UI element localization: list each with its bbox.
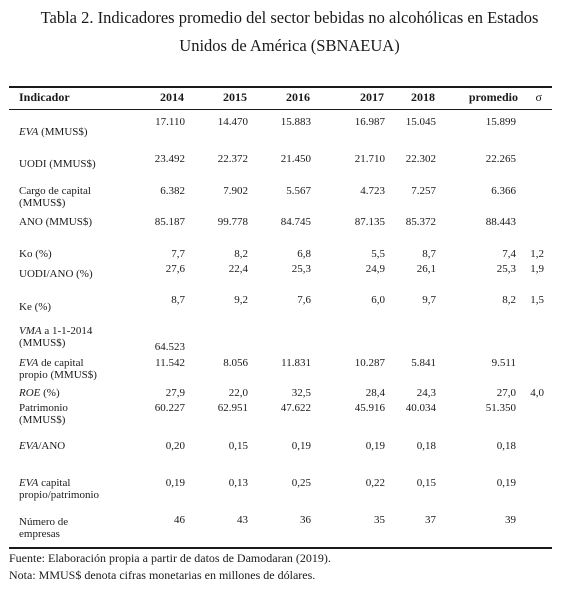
table-cell: 0,19 bbox=[365, 440, 385, 452]
table-cell: 0,18 bbox=[496, 440, 516, 452]
table-cell: 27,9 bbox=[165, 387, 185, 399]
table-cell: 26,1 bbox=[416, 263, 436, 275]
table-cell: 6.366 bbox=[491, 185, 516, 197]
table-cell: 6,0 bbox=[371, 294, 385, 306]
row-label-text: a 1-1-2014 bbox=[41, 325, 93, 337]
table-header-rule bbox=[9, 109, 552, 110]
row-label bbox=[19, 248, 137, 260]
table-cell: 11.542 bbox=[155, 357, 185, 369]
row-label-text: UODI/ANO (%) bbox=[19, 268, 93, 280]
table-cell: 10.287 bbox=[354, 357, 385, 369]
header-2015: 2015 bbox=[223, 90, 247, 104]
table-cell: 0,19 bbox=[291, 440, 311, 452]
row-label-text: (MMUS$) bbox=[38, 126, 88, 138]
row-label bbox=[19, 268, 137, 280]
source-note: Fuente: Elaboración propia a partir de datos de Damodaran (2019). bbox=[9, 551, 331, 565]
header-2017: 2017 bbox=[360, 90, 384, 104]
table-cell: 45.916 bbox=[354, 402, 385, 414]
row-label-text: propio (MMUS$) bbox=[19, 369, 97, 381]
table-cell: 47.622 bbox=[280, 402, 311, 414]
table-cell: 5,5 bbox=[371, 248, 385, 260]
row-label-text: (MMUS$) bbox=[19, 197, 66, 209]
table-cell: 15.899 bbox=[485, 116, 516, 128]
row-label-text: VMA bbox=[19, 325, 42, 337]
table-cell: 22.372 bbox=[217, 153, 248, 165]
row-label-text: EVA bbox=[19, 126, 39, 138]
table-cell: 0,15 bbox=[416, 477, 436, 489]
row-label bbox=[19, 126, 137, 138]
table-cell: 8,2 bbox=[502, 294, 516, 306]
table-cell: 87.135 bbox=[354, 216, 385, 228]
table-cell: 23.492 bbox=[154, 153, 185, 165]
table-cell: 1,9 bbox=[530, 263, 544, 275]
table-cell: 6,8 bbox=[297, 248, 311, 260]
table-cell: 21.450 bbox=[280, 153, 311, 165]
header-2014: 2014 bbox=[160, 90, 184, 104]
table-cell: 9.511 bbox=[491, 357, 516, 369]
table-cell: 85.372 bbox=[405, 216, 436, 228]
table-cell: 43 bbox=[237, 514, 248, 526]
table-cell: 37 bbox=[425, 514, 436, 526]
table-cell: 0,25 bbox=[291, 477, 311, 489]
table-cell: 0,19 bbox=[165, 477, 185, 489]
table-cell: 46 bbox=[174, 514, 185, 526]
row-label-text: EVA bbox=[19, 440, 39, 452]
table-cell: 64.523 bbox=[154, 341, 185, 353]
row-label-text: empresas bbox=[19, 528, 60, 540]
row-label bbox=[19, 477, 137, 501]
table-cell: 27,0 bbox=[496, 387, 516, 399]
table-cell: 4.723 bbox=[360, 185, 385, 197]
table-cell: 7,4 bbox=[502, 248, 516, 260]
row-label bbox=[19, 440, 137, 452]
row-label-text: /ANO bbox=[38, 440, 66, 452]
table-cell: 28,4 bbox=[365, 387, 385, 399]
table-cell: 84.745 bbox=[280, 216, 311, 228]
table-cell: 27,6 bbox=[165, 263, 185, 275]
table-cell: 4,0 bbox=[530, 387, 544, 399]
row-label-text: capital bbox=[38, 477, 71, 489]
header-promedio: promedio bbox=[468, 90, 518, 104]
table-cell: 36 bbox=[300, 514, 311, 526]
table-cell: 39 bbox=[505, 514, 516, 526]
row-label-text: ANO (MMUS$) bbox=[19, 216, 93, 228]
table-cell: 22,0 bbox=[228, 387, 248, 399]
table-cell: 51.350 bbox=[485, 402, 516, 414]
table-cell: 0,20 bbox=[165, 440, 185, 452]
table-cell: 17.110 bbox=[155, 116, 185, 128]
row-label bbox=[19, 387, 137, 399]
table-cell: 25,3 bbox=[291, 263, 311, 275]
table-cell: 1,2 bbox=[530, 248, 544, 260]
table-cell: 88.443 bbox=[485, 216, 516, 228]
table-cell: 9,2 bbox=[234, 294, 248, 306]
row-label bbox=[19, 216, 137, 228]
row-label-text: ROE bbox=[19, 387, 41, 399]
table-cell: 14.470 bbox=[217, 116, 248, 128]
table-cell: 11.831 bbox=[281, 357, 311, 369]
table-cell: 25,3 bbox=[496, 263, 516, 275]
table-cell: 1,5 bbox=[530, 294, 544, 306]
header-indicador: Indicador bbox=[19, 90, 70, 104]
table-cell: 0,15 bbox=[228, 440, 248, 452]
row-label bbox=[19, 357, 137, 381]
row-label-text: Ko (%) bbox=[19, 248, 52, 260]
row-label-text: (MMUS$) bbox=[19, 414, 66, 426]
row-label-text: EVA bbox=[19, 357, 39, 369]
table-cell: 24,9 bbox=[365, 263, 385, 275]
units-note: Nota: MMUS$ denota cifras monetarias en millones de dólares. bbox=[9, 568, 316, 582]
table-cell: 15.045 bbox=[405, 116, 436, 128]
table-cell: 16.987 bbox=[354, 116, 385, 128]
row-label-text: (%) bbox=[40, 387, 60, 399]
row-label-text: Ke (%) bbox=[19, 301, 52, 313]
table-cell: 0,22 bbox=[365, 477, 385, 489]
table-cell: 24,3 bbox=[416, 387, 436, 399]
table-title-line-2: Unidos de América (SBNAEUA) bbox=[179, 36, 400, 55]
table-cell: 7,6 bbox=[297, 294, 311, 306]
table-cell: 7,7 bbox=[171, 248, 185, 260]
table-cell: 9,7 bbox=[422, 294, 436, 306]
table-cell: 8,7 bbox=[422, 248, 436, 260]
table-title-line-1: Tabla 2. Indicadores promedio del sector bebidas no alcohólicas en Estados bbox=[40, 8, 539, 27]
table-cell: 8,7 bbox=[171, 294, 185, 306]
header-2018: 2018 bbox=[411, 90, 435, 104]
table-cell: 0,18 bbox=[416, 440, 436, 452]
row-label-text: Patrimonio bbox=[19, 402, 68, 414]
table-cell: 62.951 bbox=[217, 402, 248, 414]
table-cell: 21.710 bbox=[354, 153, 385, 165]
row-label bbox=[19, 402, 137, 426]
row-label-text: UODI (MMUS$) bbox=[19, 158, 96, 170]
table-cell: 22,4 bbox=[228, 263, 248, 275]
table-cell: 7.902 bbox=[223, 185, 248, 197]
row-label-text: Cargo de capital bbox=[19, 185, 91, 197]
row-label bbox=[19, 185, 137, 209]
table-cell: 0,13 bbox=[228, 477, 248, 489]
row-label-text: EVA bbox=[19, 477, 39, 489]
table-cell: 6.382 bbox=[160, 185, 185, 197]
table-cell: 40.034 bbox=[405, 402, 436, 414]
table-cell: 22.265 bbox=[485, 153, 516, 165]
row-label bbox=[19, 158, 137, 170]
row-label bbox=[19, 301, 137, 313]
table-top-rule bbox=[9, 86, 552, 88]
table-cell: 35 bbox=[374, 514, 385, 526]
row-label bbox=[19, 325, 137, 349]
row-label-text: Número de bbox=[19, 516, 69, 528]
table-cell: 8.056 bbox=[223, 357, 248, 369]
table-cell: 85.187 bbox=[154, 216, 185, 228]
table-cell: 5.841 bbox=[411, 357, 436, 369]
table-cell: 60.227 bbox=[154, 402, 185, 414]
header-2016: 2016 bbox=[286, 90, 310, 104]
table-cell: 32,5 bbox=[291, 387, 311, 399]
table-bottom-rule bbox=[9, 547, 552, 549]
table-cell: 5.567 bbox=[286, 185, 311, 197]
table-cell: 7.257 bbox=[411, 185, 436, 197]
table-cell: 99.778 bbox=[217, 216, 248, 228]
row-label bbox=[19, 516, 137, 540]
header-sigma: σ bbox=[535, 90, 542, 104]
row-label-text: de capital bbox=[38, 357, 84, 369]
table-cell: 15.883 bbox=[280, 116, 311, 128]
table-cell: 22.302 bbox=[405, 153, 436, 165]
table-cell: 8,2 bbox=[234, 248, 248, 260]
row-label-text: propio/patrimonio bbox=[19, 489, 100, 501]
row-label-text: (MMUS$) bbox=[19, 337, 66, 349]
table-cell: 0,19 bbox=[496, 477, 516, 489]
